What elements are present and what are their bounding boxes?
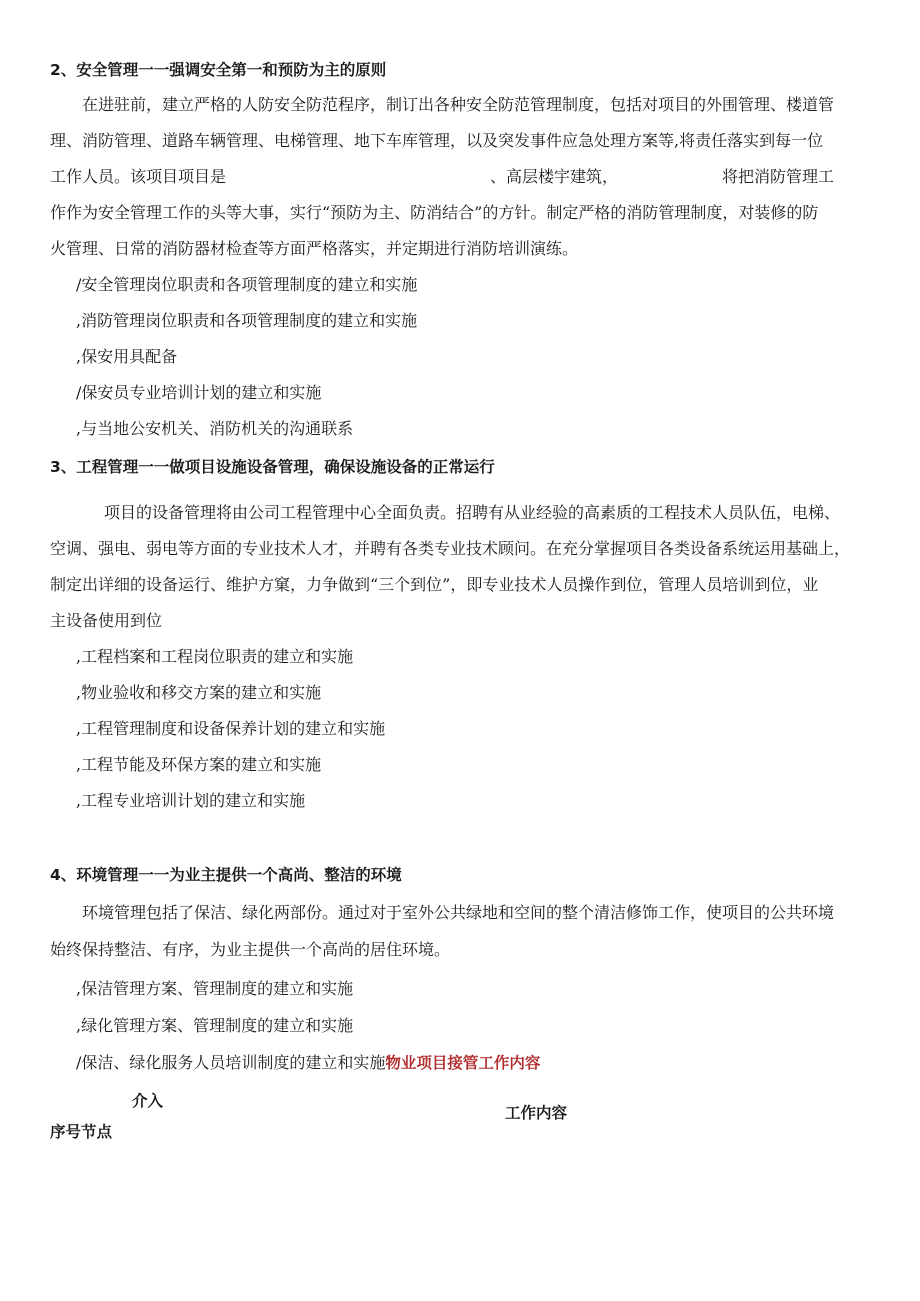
paragraph-line: 环境管理包括了保洁、绿化两部份。通过对于室外公共绿地和空间的整个清洁修饰工作，使项目的公共环境	[82, 903, 835, 922]
list-item: ,物业验收和移交方案的建立和实施	[76, 683, 322, 702]
list-item-with-title	[76, 1053, 540, 1073]
list-item: ,工程专业培训计划的建立和实施	[76, 791, 306, 810]
paragraph-line: 、高层楼宇建筑，	[490, 167, 619, 186]
list-item: ,保安用具配备	[76, 347, 178, 366]
section-heading-safety: 2、安全管理一一强调安全第一和预防为主的原则	[50, 61, 387, 79]
paragraph-line: 主设备使用到位	[50, 611, 163, 630]
table-header-content: 工作内容	[505, 1104, 568, 1122]
list-item: ,消防管理岗位职责和各项管理制度的建立和实施	[76, 311, 418, 330]
table-title: 物业项目接管工作内容	[385, 1054, 541, 1072]
list-item: ,绿化管理方案、管理制度的建立和实施	[76, 1016, 354, 1035]
paragraph-line: 空调、强电、弱电等方面的专业技术人才，并聘有各类专业技术顾问。在充分掌握项目各类设备系统运用基础上，	[50, 539, 851, 558]
list-item: ,与当地公安机关、消防机关的沟通联系	[76, 419, 354, 438]
section-heading-engineering: 3、工程管理一一做项目设施设备管理，确保设施设备的正常运行	[50, 458, 495, 476]
paragraph-line: 始终保持整洁、有序，为业主提供一个高尚的居住环境。	[50, 940, 451, 959]
table-header-seq-node: 序号节点	[50, 1123, 113, 1141]
list-item: /保洁、绿化服务人员培训制度的建立和实施	[76, 1053, 386, 1072]
paragraph-line: 作作为安全管理工作的头等大事，实行“预防为主、防消结合”的方针。制定严格的消防管理制度，对装修的防	[50, 203, 819, 222]
list-item: /安全管理岗位职责和各项管理制度的建立和实施	[76, 275, 418, 294]
section-heading-environment: 4、环境管理一一为业主提供一个高尚、整洁的环境	[50, 866, 402, 884]
list-item: /保安员专业培训计划的建立和实施	[76, 383, 322, 402]
paragraph-line: 制定出详细的设备运行、维护方窠，力争做到“三个到位”，即专业技术人员操作到位，管理人员培训到位，业	[50, 575, 819, 594]
list-item: ,工程档案和工程岗位职责的建立和实施	[76, 647, 354, 666]
paragraph-line: 理、消防管理、道路车辆管理、电梯管理、地下车库管理，以及突发事件应急处理方案等,将责任落实到每一位	[50, 131, 824, 150]
table-header-intro: 介入	[132, 1092, 164, 1110]
paragraph-line: 在进驻前，建立严格的人防安全防范程序，制订出各种安全防范管理制度，包括对项目的外围管理、楼道管	[82, 95, 835, 114]
list-item: ,工程节能及环保方案的建立和实施	[76, 755, 322, 774]
list-item: ,保洁管理方案、管理制度的建立和实施	[76, 979, 354, 998]
list-item: ,工程管理制度和设备保养计划的建立和实施	[76, 719, 386, 738]
paragraph-line: 项目的设备管理将由公司工程管理中心全面负责。招聘有从业经验的高素质的工程技术人员队伍，电梯、	[104, 503, 841, 522]
paragraph-line: 工作人员。该项目项目是	[50, 167, 227, 186]
paragraph-line: 将把消防管理工	[722, 167, 835, 186]
paragraph-line: 火管理、日常的消防器材检查等方面严格落实，并定期进行消防培训演练。	[50, 239, 579, 258]
